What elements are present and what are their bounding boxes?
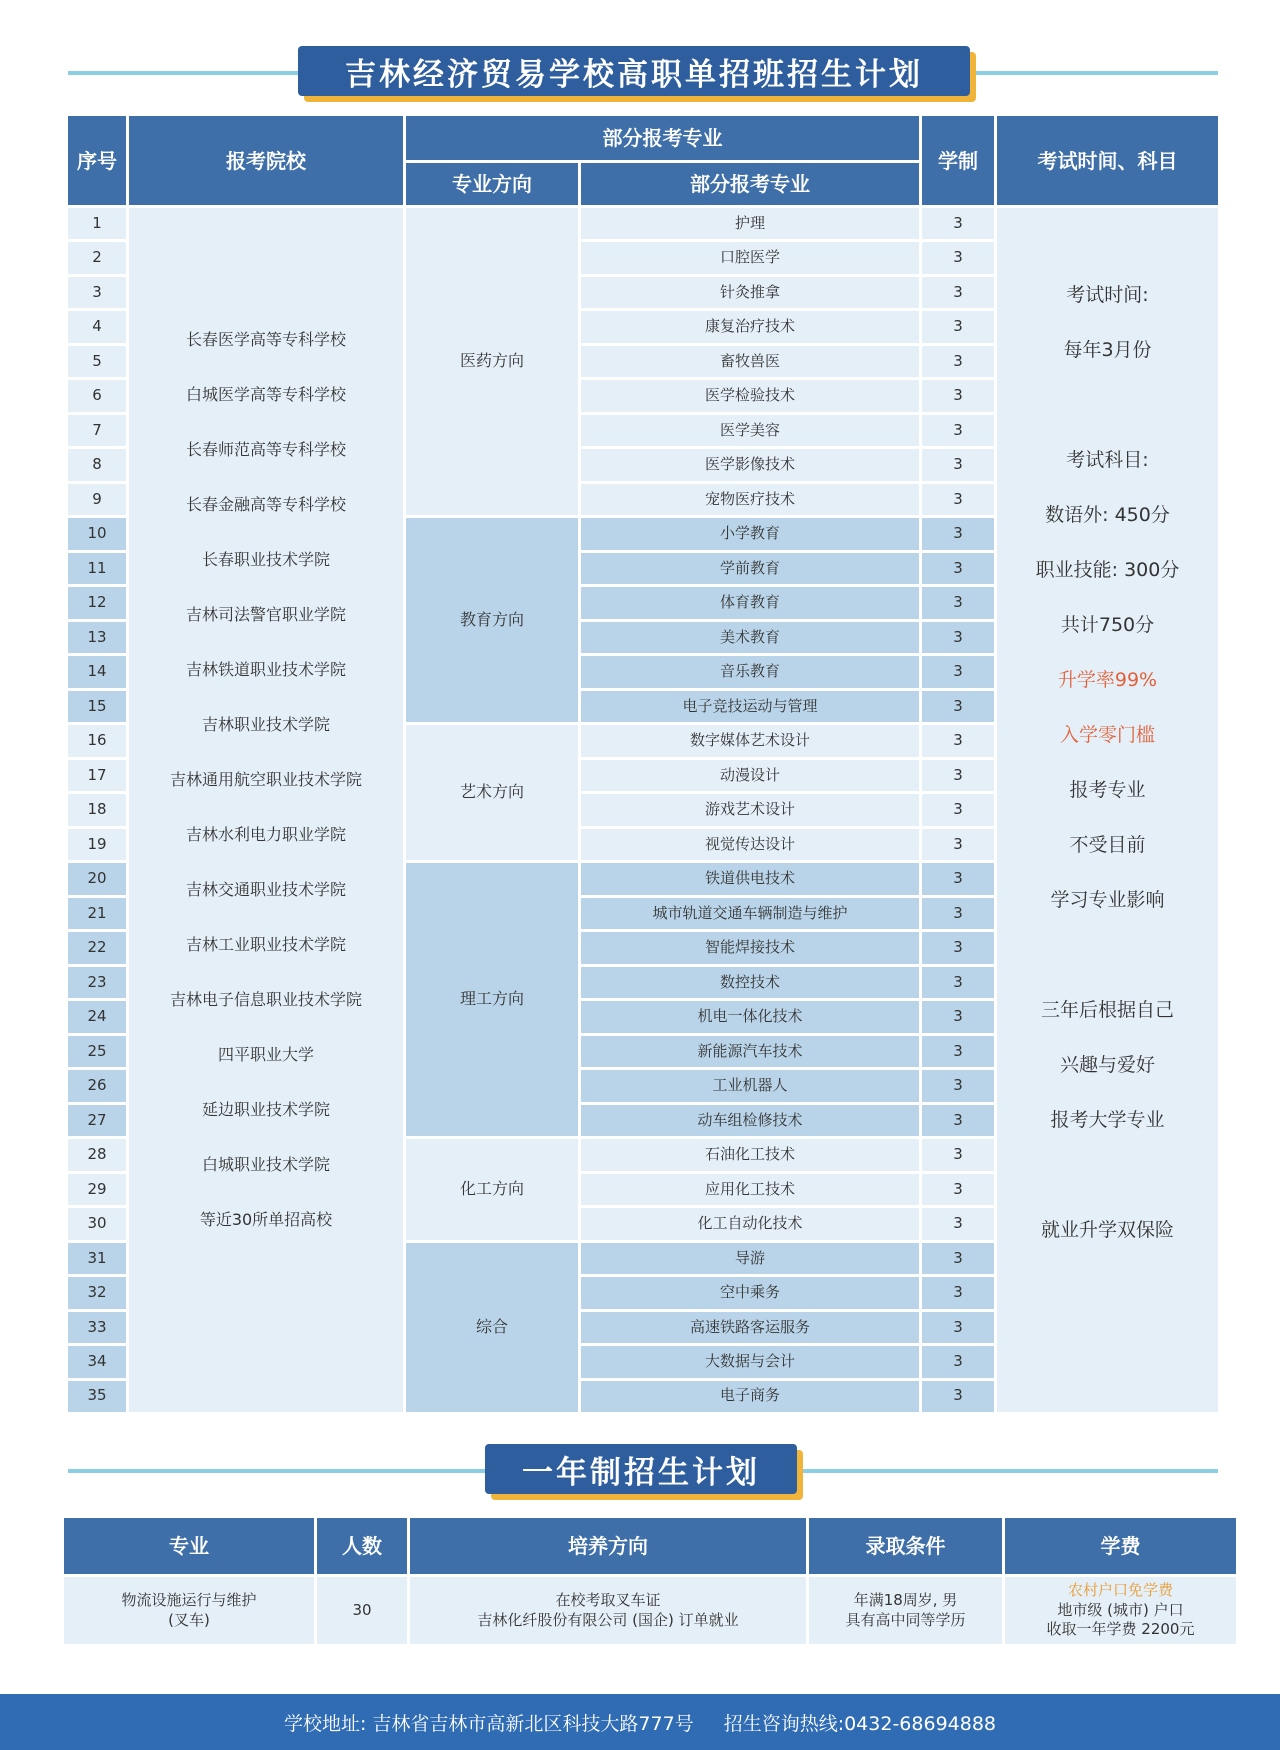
major-cell: 美术教育 [581,622,919,653]
oy-count: 30 [317,1577,407,1644]
oy-condition-line1: 年满18周岁, 男 [853,1591,958,1609]
row-index: 29 [68,1174,126,1205]
years-cell: 3 [922,242,994,273]
years-cell: 3 [922,311,994,342]
years-cell: 3 [922,967,994,998]
header-major-group: 部分报考专业 [406,116,919,160]
years-cell: 3 [922,208,994,239]
row-index: 8 [68,449,126,480]
school-item: 长春医学高等专科学校 [185,330,346,349]
note-4: 三年后根据自己 [1040,999,1174,1021]
years-cell: 3 [922,932,994,963]
footer-address: 学校地址: 吉林省吉林市高新北区科技大路777号 [283,1712,694,1735]
major-cell: 导游 [581,1243,919,1274]
school-list [129,208,403,1412]
school-item: 长春职业技术学院 [201,550,330,569]
row-index: 6 [68,380,126,411]
direction-art: 艺术方向 [406,725,578,860]
row-index: 35 [68,1381,126,1412]
years-cell: 3 [922,622,994,653]
header-years: 学制 [922,116,994,205]
school-item: 吉林通用航空职业技术学院 [169,770,362,789]
major-cell: 动漫设计 [581,760,919,791]
years-cell: 3 [922,656,994,687]
oy-header-major: 专业 [64,1518,314,1574]
major-cell: 视觉传达设计 [581,829,919,860]
major-cell: 口腔医学 [581,242,919,273]
direction-chemical: 化工方向 [406,1139,578,1239]
major-cell: 机电一体化技术 [581,1001,919,1033]
major-cell: 音乐教育 [581,656,919,687]
years-cell: 3 [922,725,994,756]
major-cell: 空中乘务 [581,1277,919,1308]
years-cell: 3 [922,415,994,446]
oy-header-direction: 培养方向 [410,1518,806,1574]
exam-time-label: 考试时间: [1066,284,1149,306]
row-index: 2 [68,242,126,273]
note-7: 就业升学双保险 [1040,1219,1174,1241]
row-index: 28 [68,1139,126,1170]
years-cell: 3 [922,587,994,619]
oy-condition-line2: 具有高中同等学历 [845,1610,966,1629]
row-index: 13 [68,622,126,653]
row-index: 7 [68,415,126,446]
major-cell: 石油化工技术 [581,1139,919,1170]
years-cell: 3 [922,1277,994,1308]
header-exam: 考试时间、科目 [997,116,1218,205]
years-cell: 3 [922,898,994,929]
exam-subject-1: 数语外: 450分 [1045,504,1170,526]
main-title-bar [0,42,1280,102]
years-cell: 3 [922,1174,994,1205]
row-index: 31 [68,1243,126,1274]
row-index: 3 [68,277,126,308]
years-cell: 3 [922,484,994,515]
row-index: 19 [68,829,126,860]
note-5: 兴趣与爱好 [1059,1054,1155,1076]
oy-major-line2: (叉车) [168,1610,210,1629]
oy-fee-line2: 地市级 (城市) 户口 [1057,1600,1184,1619]
years-cell: 3 [922,1208,994,1239]
footer-bar [0,1694,1280,1750]
school-item: 吉林铁道职业技术学院 [185,660,346,679]
row-index: 33 [68,1312,126,1343]
row-index: 12 [68,587,126,619]
one-year-title-bar [0,1440,1280,1500]
major-cell: 大数据与会计 [581,1346,919,1377]
oy-header-condition: 录取条件 [809,1518,1002,1574]
oy-fee-line3: 收取一年学费 2200元 [1046,1620,1195,1639]
major-cell: 城市轨道交通车辆制造与维护 [581,898,919,929]
oy-condition [809,1577,1002,1644]
exam-subject-label: 考试科目: [1066,449,1149,471]
oy-fee-line1: 农村户口免学费 [1067,1581,1173,1600]
row-index: 22 [68,932,126,963]
oy-header-count: 人数 [317,1518,407,1574]
years-cell: 3 [922,760,994,791]
direction-engineering: 理工方向 [406,863,578,1136]
exam-subject-2: 职业技能: 300分 [1035,559,1180,581]
years-cell: 3 [922,691,994,722]
row-index: 4 [68,311,126,342]
row-index: 20 [68,863,126,894]
major-cell: 针灸推拿 [581,277,919,308]
row-index: 5 [68,346,126,377]
major-cell: 智能焊接技术 [581,932,919,963]
major-cell: 护理 [581,208,919,239]
school-item: 白城职业技术学院 [201,1155,330,1174]
major-cell: 新能源汽车技术 [581,1036,919,1067]
row-index: 10 [68,518,126,549]
row-index: 18 [68,794,126,825]
school-item: 吉林司法警官职业学院 [185,605,346,624]
years-cell: 3 [922,277,994,308]
admission-plan-table [68,116,1218,1412]
row-index: 26 [68,1070,126,1101]
years-cell: 3 [922,1036,994,1067]
main-title: 吉林经济贸易学校高职单招班招生计划 [298,46,970,96]
row-index: 24 [68,1001,126,1033]
header-major: 部分报考专业 [581,163,919,205]
years-cell: 3 [922,518,994,549]
footer-hotline: 招生咨询热线:0432-68694888 [723,1712,997,1735]
major-cell: 畜牧兽医 [581,346,919,377]
oy-direction [410,1577,806,1644]
years-cell: 3 [922,829,994,860]
school-item: 吉林水利电力职业学院 [185,825,346,844]
row-index: 11 [68,553,126,584]
row-index: 1 [68,208,126,239]
direction-education: 教育方向 [406,518,578,722]
school-item: 吉林电子信息职业技术学院 [169,990,362,1009]
note-6: 报考大学专业 [1050,1109,1165,1131]
header-school: 报考院校 [129,116,403,205]
major-cell: 学前教育 [581,553,919,584]
school-item: 等近30所单招高校 [199,1210,333,1229]
one-year-title: 一年制招生计划 [485,1444,797,1494]
direction-medical: 医药方向 [406,208,578,515]
years-cell: 3 [922,1381,994,1412]
promo-rate: 升学率99% [1057,669,1158,691]
header-index: 序号 [68,116,126,205]
years-cell: 3 [922,863,994,894]
exam-subject-total: 共计750分 [1060,614,1155,636]
row-index: 9 [68,484,126,515]
oy-major [64,1577,314,1644]
school-item: 长春金融高等专科学校 [185,495,346,514]
row-index: 34 [68,1346,126,1377]
oy-direction-line1: 在校考取叉车证 [555,1591,661,1609]
major-cell: 电子竞技运动与管理 [581,691,919,722]
row-index: 32 [68,1277,126,1308]
school-item: 吉林工业职业技术学院 [185,935,346,954]
years-cell: 3 [922,449,994,480]
row-index: 16 [68,725,126,756]
major-cell: 体育教育 [581,587,919,619]
major-cell: 医学影像技术 [581,449,919,480]
years-cell: 3 [922,380,994,411]
row-index: 30 [68,1208,126,1239]
years-cell: 3 [922,1001,994,1033]
years-cell: 3 [922,1243,994,1274]
major-cell: 医学美容 [581,415,919,446]
header-direction: 专业方向 [406,163,578,205]
note-2: 不受目前 [1069,834,1146,856]
row-index: 21 [68,898,126,929]
major-cell: 动车组检修技术 [581,1105,919,1136]
note-3: 学习专业影响 [1050,889,1165,911]
note-1: 报考专业 [1069,779,1146,801]
school-item: 吉林交通职业技术学院 [185,880,346,899]
years-cell: 3 [922,346,994,377]
one-year-plan-table [64,1518,1236,1644]
years-cell: 3 [922,1070,994,1101]
major-cell: 宠物医疗技术 [581,484,919,515]
direction-general: 综合 [406,1243,578,1412]
major-cell: 电子商务 [581,1381,919,1412]
row-index: 25 [68,1036,126,1067]
exam-info-panel [997,208,1218,1412]
row-index: 23 [68,967,126,998]
school-item: 四平职业大学 [217,1045,314,1064]
oy-fee [1005,1577,1236,1644]
major-cell: 康复治疗技术 [581,311,919,342]
school-item: 白城医学高等专科学校 [185,385,346,404]
major-cell: 铁道供电技术 [581,863,919,894]
promo-threshold: 入学零门槛 [1059,724,1155,746]
major-cell: 数控技术 [581,967,919,998]
major-cell: 医学检验技术 [581,380,919,411]
years-cell: 3 [922,1346,994,1377]
years-cell: 3 [922,1312,994,1343]
oy-header-fee: 学费 [1005,1518,1236,1574]
exam-time-value: 每年3月份 [1063,339,1152,361]
row-index: 27 [68,1105,126,1136]
major-cell: 高速铁路客运服务 [581,1312,919,1343]
major-cell: 化工自动化技术 [581,1208,919,1239]
years-cell: 3 [922,1139,994,1170]
years-cell: 3 [922,553,994,584]
school-item: 长春师范高等专科学校 [185,440,346,459]
oy-major-line1: 物流设施运行与维护 [121,1591,257,1609]
school-item: 吉林职业技术学院 [201,715,330,734]
row-index: 15 [68,691,126,722]
major-cell: 应用化工技术 [581,1174,919,1205]
major-cell: 小学教育 [581,518,919,549]
row-index: 14 [68,656,126,687]
school-item: 延边职业技术学院 [201,1100,330,1119]
row-index: 17 [68,760,126,791]
oy-direction-line2: 吉林化纤股份有限公司 (国企) 订单就业 [477,1610,739,1629]
major-cell: 游戏艺术设计 [581,794,919,825]
major-cell: 数字媒体艺术设计 [581,725,919,756]
years-cell: 3 [922,794,994,825]
years-cell: 3 [922,1105,994,1136]
major-cell: 工业机器人 [581,1070,919,1101]
